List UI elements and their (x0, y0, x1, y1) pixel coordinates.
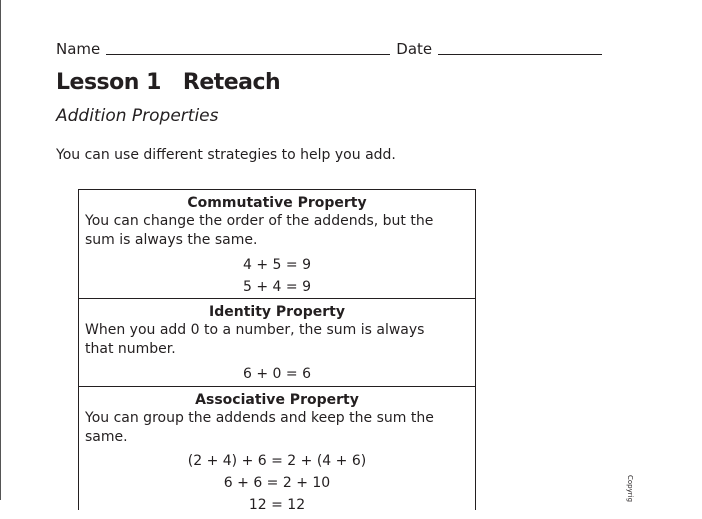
equation: (2 + 4) + 6 = 2 + (4 + 6) (187, 453, 367, 469)
equation: 4 + 5 = 9 (243, 257, 311, 273)
section-text: You can change the order of the addends, but the sum is always the same. (85, 213, 434, 248)
equation: 6 + 6 = 2 + 10 (223, 475, 331, 491)
section-title: Identity Property (209, 304, 345, 320)
date-label: Date (396, 40, 433, 58)
section-title: Associative Property (195, 392, 359, 408)
identity-section (79, 299, 475, 387)
section-text: When you add 0 to a number, the sum is always that number. (85, 322, 425, 357)
section-title: Commutative Property (187, 195, 367, 211)
name-date-line (56, 40, 608, 58)
equation: 5 + 4 = 9 (243, 279, 311, 295)
lesson-number: Lesson 1 (56, 70, 161, 95)
page-edge (0, 0, 1, 500)
lesson-title (56, 70, 280, 95)
copyright-text: Copyrig (626, 475, 634, 503)
intro-text: You can use different strategies to help you add. (56, 147, 396, 163)
lesson-subtitle: Addition Properties (56, 106, 219, 126)
associative-section (79, 387, 475, 519)
equation: 6 + 0 = 6 (243, 366, 311, 382)
commutative-section (79, 190, 475, 299)
name-blank (106, 40, 390, 55)
lesson-type: Reteach (182, 70, 281, 95)
equation: 12 = 12 (248, 497, 306, 513)
section-text: You can group the addends and keep the sum the same. (85, 410, 434, 445)
date-blank (438, 40, 602, 55)
name-label: Name (56, 40, 101, 58)
properties-box (78, 189, 476, 513)
